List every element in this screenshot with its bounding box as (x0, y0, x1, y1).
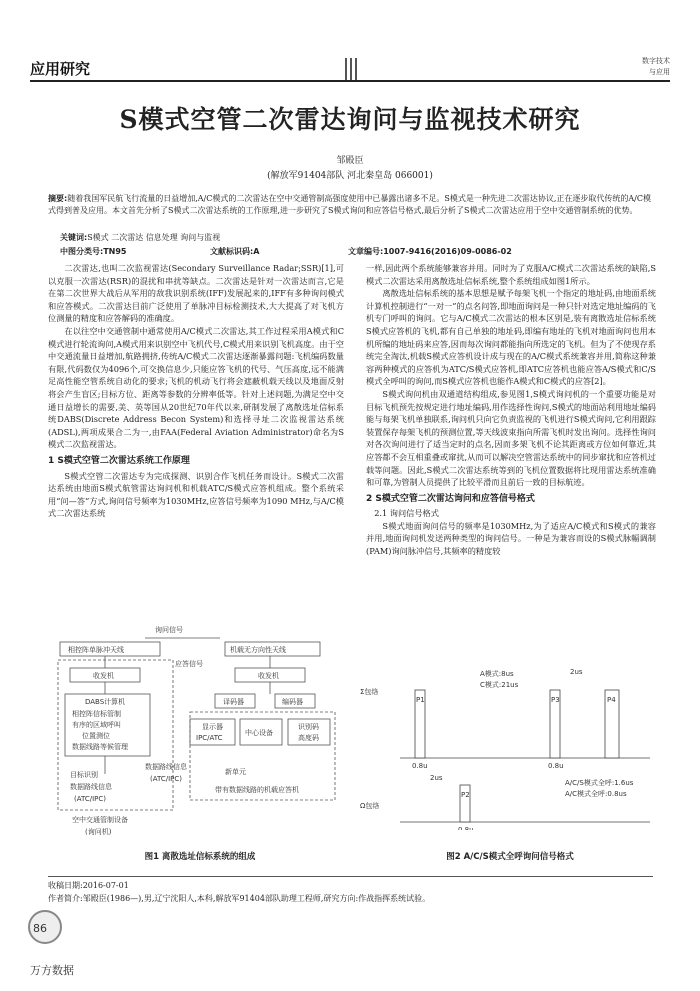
paragraph: 一样,因此两个系统能够兼容并用。同时为了克服A/C模式二次雷达系统的缺陷,S模式二次雷达采用离散选址信标系统,整个系统组成如图1所示。 (366, 263, 656, 286)
label-newunit: 新单元 (225, 768, 246, 776)
label-l1b: 数据路线信息 (70, 783, 112, 791)
logo-line1: 数字技术 (642, 57, 670, 65)
paragraph: 离散选址信标系统的基本思想是赋予每架飞机一个指定的地址码,由地面系统计算机控制进行“一对一”的点名问答,即地面询问是一种只针对选定地址编码的飞机专门呼叫的询问。它与A/C模式二次雷达的根本区别是,装有离散选址信标系统S模式应答机的飞机,都有自己单独的地址码,即编有地址的飞机对地面询问也用本机所编的地址码来应答,因而每次询问都能指向所选定的飞机。但为了不使现存系统完全淘汰,机载S模式应答机设计成与现在的A/C模式系统兼容并用,简称这种兼容两种模式的应答机为ATC/S模式应答机,即ATC应答机也能应答A/S模式和C/S模式全呼叫的询问,而S模式应答机也能作A模式和C模式的应答[2]。 (366, 288, 656, 387)
section-title: 应用研究 (30, 60, 91, 78)
label-cmode: C模式:21us (480, 681, 519, 689)
label-b6: 译码器 (223, 698, 244, 706)
label-b10b: 高度码 (298, 734, 319, 742)
keywords-label: 关键词: (60, 233, 88, 242)
figure-2 (360, 660, 660, 860)
label-width-1: 0.8u (412, 762, 428, 770)
paragraph: 二次雷达,也叫二次监视雷达(Secondary Surveillance Radar;SSR)[1],可以克服一次雷达(RSR)的混扰和串扰等缺点。二次雷达是针对一次雷达而言,它是在第二次世界大战后从军用的敌我识别系统(IFF)发展起来的,IFF有多种询问模式和应答模式。二次雷达目前广泛使用了单脉冲目标检测技术,大大提高了对飞机方位测量的精度和应答解码的准确度。 (48, 263, 344, 324)
label-p4: P4 (607, 696, 616, 704)
label-b8b: IPC/ATC (196, 734, 223, 742)
figure-2-caption: 图2 A/C/S模式全呼询问信号格式 (446, 852, 574, 862)
label-b7: 编码器 (282, 698, 303, 706)
label-b2: 机载无方向性天线 (230, 646, 286, 654)
label-p3: P3 (551, 696, 560, 704)
paragraph: S模式询问机由双通道结构组成,参见图1,S模式询问机的一个重要功能是对目标飞机预先按规定进行地址编码,用作选择性询问,S模式的地面站利用地址编码能与每架飞机单独联系,询问机只向它负责监视的飞机进行S模式询问,它利用跟踪装置保存每架飞机的预测位置,等天线波束指向所需飞机时发出询问。选择性询问对各次询问进行了适当定时的点名,因而多架飞机不论其距离或方位如何靠近,其应答都不会互相重叠或窜扰,从而可以解决空管雷达系统中的同步窜扰和应答机过载等问题。因此,S模式二次雷达系统等到的飞机位置数据将比现用雷达系统准确和可靠,为管制人员提供了比较平滑而且前后一致的目标航迹。 (366, 388, 656, 488)
label-width-2: 0.8u (548, 762, 564, 770)
label-2us-top: 2us (570, 668, 583, 676)
footnote-rule (48, 876, 653, 877)
affiliation: (解放军91404部队 河北秦皇岛 066001) (267, 171, 433, 181)
label-2us-mid: 2us (430, 774, 443, 782)
label-p1: P1 (416, 696, 425, 704)
label-l2a: 数据路线信息 (145, 763, 187, 771)
abstract (48, 193, 653, 217)
label-b9: 中心设备 (245, 729, 273, 737)
label-b10a: 识别码 (298, 723, 319, 731)
figure-1-caption: 图1 离散选址信标系统的组成 (144, 852, 256, 862)
subsection-heading: 2.1 询问信号格式 (374, 508, 439, 519)
label-b5b: 有序的区域呼叫 (72, 721, 121, 729)
label-interrogate: 询问信号 (155, 626, 183, 634)
label-p2: P2 (461, 791, 470, 799)
label-l1c: (ATC/IPC) (74, 795, 106, 803)
label-ground1: 空中交通管制设备 (72, 816, 128, 824)
label-airborne: 带有数据线路的机载应答机 (215, 786, 299, 794)
header-rule (30, 80, 670, 82)
label-l1a: 目标识别 (70, 771, 98, 779)
paragraph: S模式地面询问信号的频率是1030MHz,为了适应A/C模式和S模式的兼容并用,地面询问机发送两种类型的询问信号。一种是为兼容而设的S模式脉幅调制(PAM)询问脉冲信号,其频率的精度较 (366, 520, 656, 557)
keywords (60, 232, 220, 243)
label-b5c: 位置测位 (82, 732, 110, 740)
label-reply: 应答信号 (175, 660, 203, 668)
label-l2b: (ATC/IPC) (150, 775, 182, 783)
header-decoration (345, 58, 365, 80)
column-left (48, 262, 344, 520)
paper-title: S模式空管二次雷达询问与监视技术研究 (119, 105, 581, 134)
section-heading: 1 S模式空管二次雷达系统工作原理 (48, 455, 190, 466)
label-b3: 收发机 (93, 672, 114, 680)
label-sum-envelope: Σ包络 (360, 688, 379, 696)
label-b5a: 相控阵信标管制 (72, 710, 121, 718)
clc-number: 中图分类号:TN95 (60, 247, 127, 256)
label-width-3: 0.8u (458, 826, 474, 830)
label-ac-allcall: A/C模式全呼:0.8us (565, 790, 627, 798)
label-b8a: 显示器 (202, 723, 223, 731)
author-bio: 作者简介:邹殿臣(1986—),男,辽宁沈阳人,本科,解放军91404部队助理工程师,研究方向:作战指挥系统试验。 (48, 894, 431, 903)
label-b1: 相控阵单脉冲天线 (68, 646, 124, 654)
label-b5d: 数据线路等候管理 (72, 743, 128, 751)
page-number: 86 (33, 922, 47, 935)
figure-1 (50, 624, 350, 864)
doc-code: 文献标识码:A (210, 247, 260, 256)
paragraph: S模式空管二次雷达专为完成探测、识别合作飞机任务而设计。S模式二次雷达系统由地面S模式航管雷达询问机和机载ATC/S模式应答机组成。整个系统采用“问—答”方式,询问信号频率为1030MHz,应答信号频率为1090 MHz,与A/C模式二次雷达系统 (48, 470, 344, 519)
article-number: 文章编号:1007-9416(2016)09-0086-02 (348, 247, 512, 256)
keywords-text: S模式 二次雷达 信息处理 询问与监视 (87, 233, 221, 242)
label-ground2: (询问机) (85, 828, 112, 836)
section-heading: 2 S模式空管二次雷达询问和应答信号格式 (366, 493, 535, 504)
label-amode: A模式:8us (480, 670, 514, 678)
column-right (366, 262, 656, 558)
watermark-brand: 万方数据 (30, 964, 74, 977)
logo-line2: 与应用 (649, 68, 670, 76)
label-b4: 收发机 (258, 672, 279, 680)
abstract-text: 随着我国军民航飞行流量的日益增加,A/C模式的二次雷达在空中交通管制高强度使用中已暴露出诸多不足。S模式是一种先进二次雷达协议,正在逐步取代传统的A/C模式得到普及应用。本文首先分析了S模式二次雷达系统的工作原理,进一步研究了S模式询问和应答信号格式,最后分析了S模式二次雷达应用于空中交通管制系统的优势。 (48, 194, 651, 215)
label-omega-envelope: Ω包络 (360, 802, 380, 810)
figure-1-diagram (50, 624, 350, 864)
journal-logo (600, 56, 670, 80)
paragraph: 在以往空中交通管制中通常使用A/C模式二次雷达,其工作过程采用A模式和C模式进行轮流询问,A模式用来识别空中飞机代号,C模式用来识别飞机高度。由于空中交通流量日益增加,航路拥挤,传统A/C模式二次雷达逐渐暴露问题:飞机编码数量有限,代码数仅为4096个,可交换信息少,只能应答飞机的代号、气压高度,远不能满足高性能空管系统自动化的要求;飞机的机动飞行将会遮蔽机载天线以及地面反射将会产生盲区;目标方位、距离等参数的分辨率低等。针对上述问题,为满足空中交通日益增长的需要,美、英等国从20世纪70年代以来,研制发展了离散选址信标系统DABS(Discrete Address Becon System)和选择寻址二次监视雷达系统(ADSL),两项成果合二为一,由FAA(Federal Aviation Administrator)命名为S模式二次监视雷达。 (48, 325, 344, 450)
abstract-label: 摘要: (48, 194, 68, 203)
received-date: 收稿日期:2016-07-01 (48, 881, 129, 890)
figure-2-diagram (360, 660, 660, 830)
label-acs-allcall: A/C/S模式全呼:1.6us (565, 779, 634, 787)
label-b5: DABS计算机 (85, 698, 126, 706)
author: 邹殿臣 (336, 156, 364, 166)
